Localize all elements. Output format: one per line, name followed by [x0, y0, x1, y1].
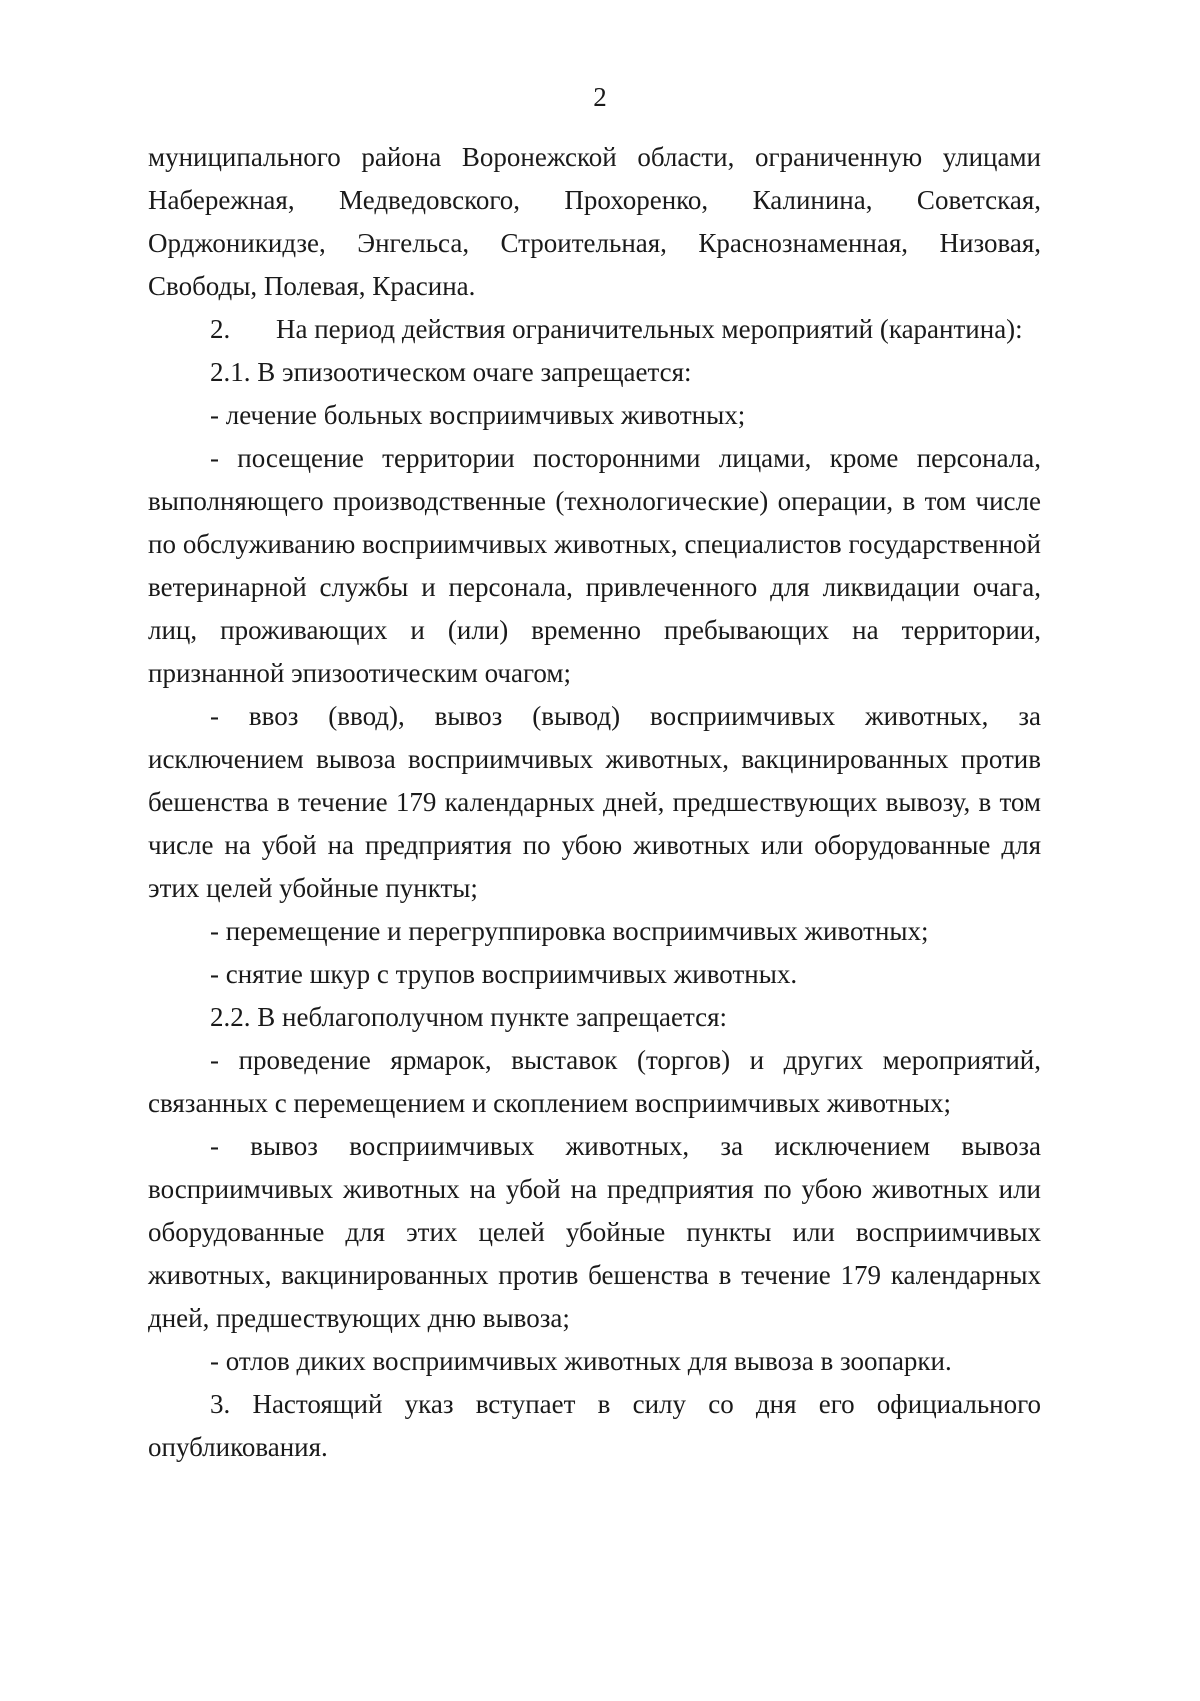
paragraph-area-boundaries: муниципального района Воронежской области, ограниченную улицами Набережная, Медведовского, Прохоренко, Калинина, Советская, Орджоникидзе, Энгельса, Строительная, Краснознаменная, Низовая, Свободы, Полевая, Красина.: [148, 142, 1041, 301]
paragraph-ban-removal: - вывоз восприимчивых животных, за исключением вывоза восприимчивых животных на убой на предприятия по убою животных или оборудованные для этих целей убойные пункты или восприимчивых животных, вакцинированных против бешенства в течение 179 календарных дней, предшествующих дню вывоза;: [148, 1131, 1041, 1333]
paragraph-item-2-2: 2.2. В неблагополучном пункте запрещается:: [210, 1002, 727, 1032]
paragraph-ban-import-export: - ввоз (ввод), вывоз (вывод) восприимчивых животных, за исключением вывоза восприимчивых животных, вакцинированных против бешенства в течение 179 календарных дней, предшествующих вывозу, в том числе на убой на предприятия по убою животных или оборудованные для этих целей убойные пункты;: [148, 701, 1041, 903]
paragraph-ban-treatment: - лечение больных восприимчивых животных;: [210, 400, 746, 430]
paragraph-item-3: 3. Настоящий указ вступает в силу со дня его официального опубликования.: [148, 1389, 1041, 1462]
paragraph-ban-visits: - посещение территории посторонними лицами, кроме персонала, выполняющего производственные (технологические) операции, в том числе по обслуживанию восприимчивых животных, специалистов государственной ветеринарной службы и персонала, привлеченного для ликвидации очага, лиц, проживающих и (или) временно пребывающих на территории, признанной эпизоотическим очагом;: [148, 443, 1041, 688]
paragraph-item-2-1: 2.1. В эпизоотическом очаге запрещается:: [210, 357, 692, 387]
item-number: 2.: [210, 314, 231, 344]
document-body: [148, 136, 1041, 1469]
paragraph-ban-skinning: - снятие шкур с трупов восприимчивых животных.: [210, 959, 798, 989]
paragraph-item-2: [148, 308, 1041, 351]
paragraph-ban-fairs: - проведение ярмарок, выставок (торгов) и других мероприятий, связанных с перемещением и скоплением восприимчивых животных;: [148, 1045, 1041, 1118]
paragraph-ban-capture: - отлов диких восприимчивых животных для вывоза в зоопарки.: [210, 1346, 952, 1376]
item-text: На период действия ограничительных мероприятий (карантина):: [276, 314, 1023, 344]
paragraph-ban-regrouping: - перемещение и перегруппировка восприимчивых животных;: [210, 916, 929, 946]
page-number: 2: [593, 82, 607, 112]
